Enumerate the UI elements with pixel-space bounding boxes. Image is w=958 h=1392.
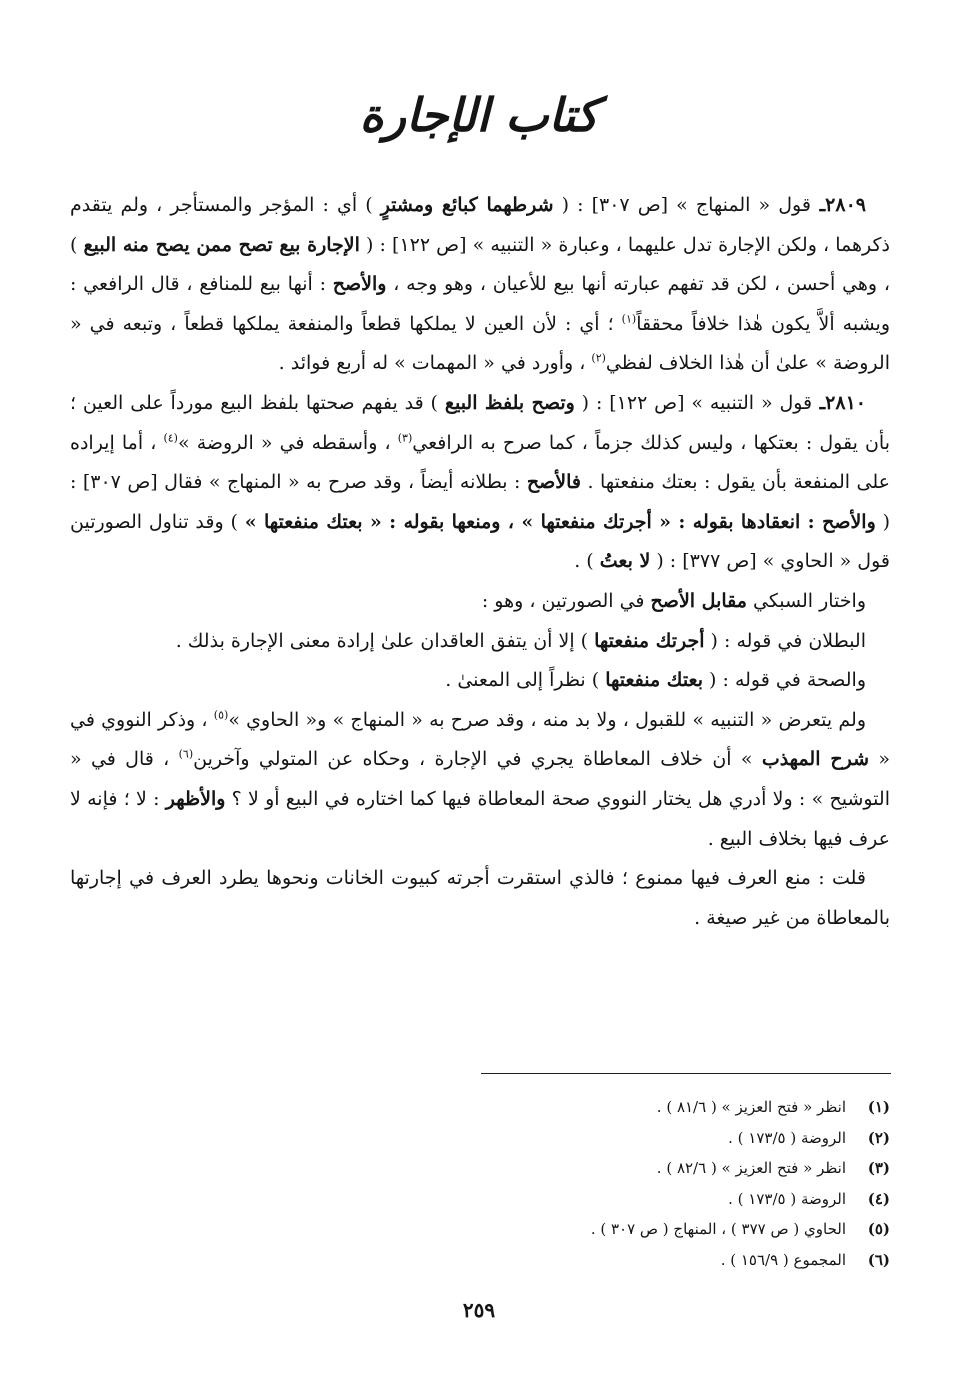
footnote-text: انظر « فتح العزيز » ( ٨٢/٦ ) . bbox=[656, 1159, 846, 1177]
text-run: : لا ؛ فإنه لا عرف فيها بخلاف البيع . bbox=[70, 787, 890, 850]
text-run: ) ، وهي أحسن ، لكن قد تفهم عبارته أنها بيع للأعيان ، وهو وجه ، bbox=[70, 233, 891, 296]
text-run: واختار السبكي bbox=[746, 589, 866, 612]
paragraph bbox=[70, 859, 890, 938]
footnote bbox=[70, 1245, 890, 1276]
text-run: ) وقد تناول الصورتين قول « الحاوي » [ص ٣٧٧] : ( bbox=[70, 510, 890, 573]
footnote-text: المجموع ( ١٥٦/٩ ) . bbox=[720, 1250, 846, 1269]
paragraph bbox=[70, 384, 890, 582]
footnote-ref: (١) bbox=[621, 312, 637, 326]
text-run: ولم يتعرض « التنبيه » للقبول ، ولا بد منه ، وقد صرح به « المنهاج » و« الحاوي » bbox=[228, 708, 866, 731]
footnote-number: (١) bbox=[867, 1098, 890, 1116]
text-run: : أنها بيع للمنافع ، قال الرافعي : ويشبه ألاَّ يكون هٰذا خلافاً محققاً bbox=[70, 273, 891, 335]
paragraph bbox=[70, 186, 890, 384]
bold-text: والأظهر bbox=[165, 787, 226, 810]
text-run: : بطلانه أيضاً ، وقد صرح به « المنهاج » فقال [ص ٣٠٧] : ( bbox=[70, 471, 890, 533]
chapter-title: كتاب الإجارة bbox=[359, 88, 599, 142]
footnote bbox=[70, 1092, 890, 1123]
bold-text: لا بعتُ bbox=[599, 550, 651, 573]
bold-text: بعتك منفعتها bbox=[605, 669, 704, 692]
text-run: » أن خلاف المعاطاة يجري في الإجارة ، وحكاه عن المتولي وآخرين bbox=[193, 748, 762, 771]
footnote-number: (٦) bbox=[867, 1250, 890, 1269]
bold-text: شرطهما كبائع ومشترٍ bbox=[380, 194, 554, 216]
bold-text: شرح المهذب bbox=[761, 748, 870, 771]
footnote bbox=[70, 1123, 890, 1154]
paragraph bbox=[70, 622, 890, 662]
text-run: ، أما إيراده على المنفعة بأن يقول : بعتك منفعتها . bbox=[70, 431, 890, 494]
text-run: ) قد يفهم صحتها بلفظ البيع مورداً على العين ؛ بأن يقول : بعتكها ، وليس كذلك جزماً ، كما صرح به الرافعي bbox=[70, 391, 890, 454]
text-run: ، وذكر النووي في « bbox=[70, 708, 890, 771]
footnote-text: الحاوي ( ص ٣٧٧ ) ، المنهاج ( ص ٣٠٧ ) . bbox=[590, 1220, 846, 1238]
bold-text: الإجارة بيع تصح ممن يصح منه البيع bbox=[83, 233, 360, 256]
footnote bbox=[70, 1153, 890, 1184]
footnote-text: الروضة ( ١٧٣/٥ ) . bbox=[728, 1128, 846, 1147]
text-run: ، وأسقطه في « الروضة » bbox=[177, 431, 398, 454]
footnote-text: الروضة ( ١٧٣/٥ ) . bbox=[728, 1189, 846, 1208]
bold-text: والأصح : انعقادها بقوله : « أجرتك منفعتها » ، ومنعها بقوله : « بعتك منفعتها » bbox=[244, 510, 876, 533]
text-run: ) أي : المؤجر والمستأجر ، ولم يتقدم ذكرهما ، ولكن الإجارة تدل عليهما ، وعبارة « التنبيه » [ص ١٢٢] : ( bbox=[70, 194, 890, 256]
footnote bbox=[70, 1184, 890, 1215]
bold-text: مقابل الأصح bbox=[650, 589, 747, 612]
footnote-text: انظر « فتح العزيز » ( ٨١/٦ ) . bbox=[656, 1098, 846, 1116]
text-run: ، وأورد في « المهمات » له أربع فوائد . bbox=[278, 352, 592, 375]
text-run: ، قال في « التوشيح » : ولا أدري هل يختار النووي صحة المعاطاة فيها كما اختاره في البيع أو لا ؟ bbox=[70, 748, 890, 810]
page-number: ٢٥٩ bbox=[462, 1298, 496, 1322]
bold-text: والأصح bbox=[332, 273, 387, 296]
bold-text: ٢٨١٠ـ bbox=[812, 391, 866, 414]
footnote-ref: (٣) bbox=[397, 431, 413, 445]
paragraph bbox=[70, 661, 890, 701]
paragraph bbox=[70, 582, 890, 622]
footnote-divider bbox=[481, 1073, 891, 1074]
footnote-ref: (٢) bbox=[591, 352, 606, 366]
footnote-number: (٤) bbox=[867, 1189, 890, 1208]
footnote-number: (٢) bbox=[867, 1128, 890, 1147]
footnote-ref: (٦) bbox=[178, 747, 194, 761]
footnotes bbox=[70, 1092, 890, 1275]
footnote-ref: (٤) bbox=[163, 431, 178, 445]
text-run: قول « التنبيه » [ص ١٢٢] : ( bbox=[574, 391, 813, 414]
text-run: البطلان في قوله : ( bbox=[704, 629, 866, 652]
text-run: ) إلا أن يتفق العاقدان علىٰ إرادة معنى الإجارة بذلك . bbox=[175, 629, 595, 652]
footnote-ref: (٥) bbox=[213, 708, 229, 722]
bold-text: وتصح بلفظ البيع bbox=[444, 391, 575, 414]
text-run: قول « المنهاج » [ص ٣٠٧] : ( bbox=[553, 194, 811, 216]
text-run: في الصورتين ، وهو : bbox=[481, 589, 651, 612]
text-run: ) . bbox=[574, 550, 600, 573]
footnote-number: (٣) bbox=[867, 1159, 890, 1177]
text-run: قلت : منع العرف فيها ممنوع ؛ فالذي استقرت أجرته كبيوت الخانات ونحوها يطرد العرف في إجارتها بالمعاطاة من غير صيغة . bbox=[70, 867, 890, 929]
bold-text: ٢٨٠٩ـ bbox=[810, 194, 866, 216]
footnote-number: (٥) bbox=[867, 1220, 890, 1238]
bold-text: أجرتك منفعتها bbox=[594, 629, 705, 652]
paragraph bbox=[70, 701, 890, 859]
footnote bbox=[70, 1214, 890, 1245]
text-run: والصحة في قوله : ( bbox=[703, 669, 866, 692]
bold-text: فالأصح bbox=[526, 471, 582, 494]
main-text bbox=[70, 186, 890, 938]
text-run: ؛ أي : لأن العين لا يملكها قطعاً والمنفعة يملكها قطعاً ، وتبعه في « الروضة » علىٰ أن هٰذا الخلاف لفظي bbox=[70, 312, 890, 375]
text-run: ) نظراً إلى المعنىٰ . bbox=[445, 669, 606, 692]
